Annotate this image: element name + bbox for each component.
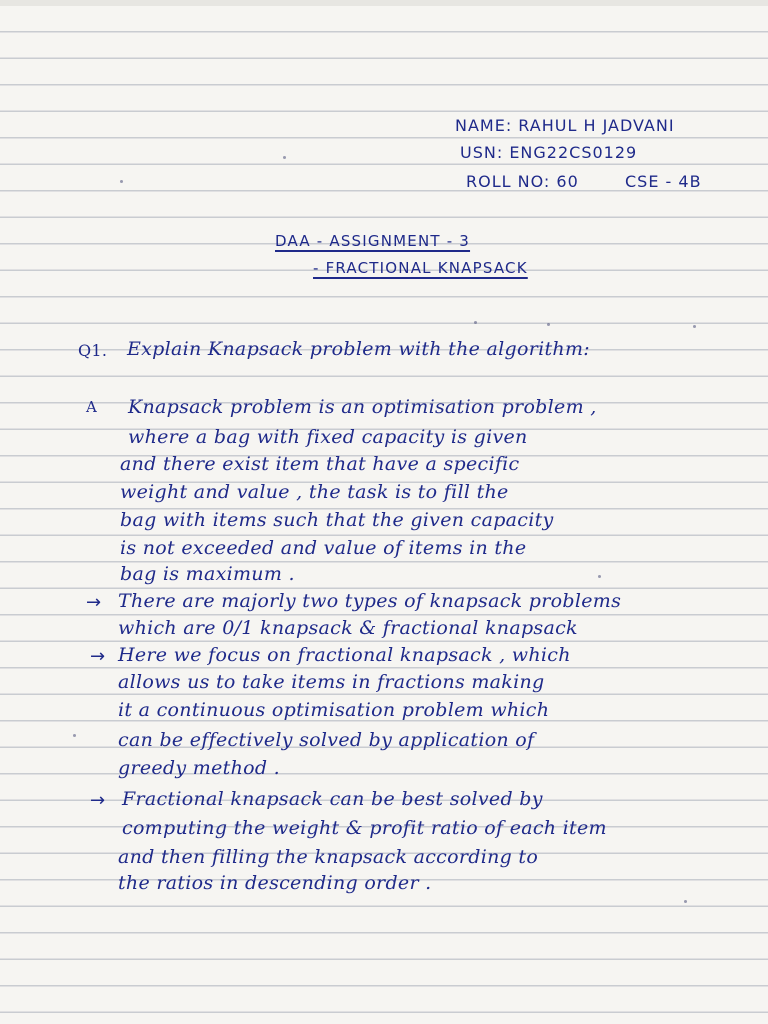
paper-speck	[474, 321, 477, 324]
paper-speck	[120, 180, 123, 183]
answer-label: A	[86, 398, 98, 416]
answer-line: and then filling the knapsack according to	[118, 846, 539, 868]
section: CSE - 4B	[625, 172, 702, 191]
answer-line: where a bag with fixed capacity is given	[128, 426, 528, 448]
answer-line: the ratios in descending order .	[118, 872, 432, 894]
answer-line: and there exist item that have a specific	[120, 453, 520, 475]
paper-speck	[283, 156, 286, 159]
answer-line: it a continuous optimisation problem which	[118, 699, 550, 721]
answer-line: bag with items such that the given capacity	[120, 509, 554, 531]
paper-speck	[598, 575, 601, 578]
student-name: NAME: RAHUL H JADVANI	[455, 116, 675, 135]
assignment-subtitle: - FRACTIONAL KNAPSACK	[313, 259, 528, 277]
roll-number: ROLL NO: 60	[466, 172, 579, 191]
question-text: Explain Knapsack problem with the algorithm:	[127, 338, 590, 360]
paper-speck	[684, 900, 687, 903]
bullet-arrow-icon: →	[86, 592, 102, 613]
answer-line: can be effectively solved by application of	[118, 729, 535, 751]
answer-line: weight and value , the task is to fill the	[120, 481, 509, 503]
answer-line: computing the weight & profit ratio of each item	[122, 817, 607, 839]
answer-line: Here we focus on fractional knapsack , which	[118, 644, 571, 666]
assignment-title: DAA - ASSIGNMENT - 3	[275, 232, 471, 250]
answer-line: is not exceeded and value of items in the	[120, 537, 527, 559]
paper-speck	[693, 325, 696, 328]
student-usn: USN: ENG22CS0129	[460, 143, 638, 162]
answer-line: greedy method .	[118, 757, 280, 779]
paper-speck	[73, 734, 76, 737]
bullet-arrow-icon: →	[90, 790, 106, 811]
answer-line: Knapsack problem is an optimisation problem ,	[128, 396, 597, 418]
bullet-arrow-icon: →	[90, 646, 106, 667]
answer-line: Fractional knapsack can be best solved by	[122, 788, 543, 810]
paper-speck	[547, 323, 550, 326]
page-top-edge	[0, 0, 768, 6]
question-label: Q1.	[78, 341, 108, 360]
answer-line: allows us to take items in fractions making	[118, 671, 545, 693]
answer-line: There are majorly two types of knapsack problems	[118, 590, 622, 612]
answer-line: bag is maximum .	[120, 563, 295, 585]
answer-line: which are 0/1 knapsack & fractional knapsack	[118, 617, 578, 639]
